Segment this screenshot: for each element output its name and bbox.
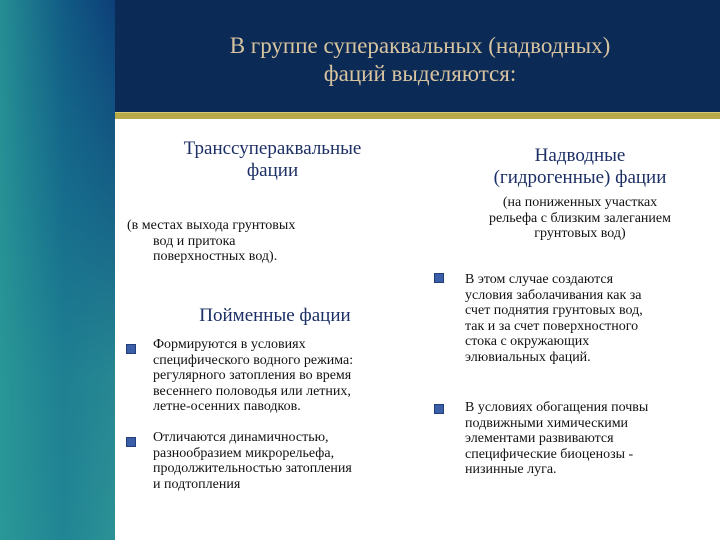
slide-title-line: В группе супераквальных (надводных) xyxy=(229,33,611,58)
left-bullet-2-line: продолжительностью затопления xyxy=(153,461,352,476)
right-bullet-2 xyxy=(465,400,715,478)
left-bullet-1-line: специфического водного режима: xyxy=(153,352,354,368)
left-bullet-2-line: Отличаются динамичностью, xyxy=(153,430,329,445)
right-bullet-2-line: специфические биоценозы - xyxy=(465,446,634,462)
right-note-line: рельефа с близким залеганием xyxy=(489,210,671,226)
slide-title xyxy=(130,32,710,88)
right-heading-line: Надводные xyxy=(534,145,626,166)
slide-title-line: фаций выделяются: xyxy=(323,61,517,86)
slide-content-area xyxy=(115,119,720,540)
decorative-side-gradient xyxy=(0,0,115,540)
left-bullet-2-line: разнообразием микрорельефа, xyxy=(153,445,335,461)
right-bullet-1-line: стока с окружающих xyxy=(465,334,590,349)
right-note-line: (на пониженных участках xyxy=(502,195,658,210)
right-heading xyxy=(450,145,710,189)
right-bullet-1 xyxy=(465,272,715,365)
right-bullet-1-line: счет поднятия грунтовых вод, xyxy=(465,303,643,318)
right-heading-line: (гидрогенные) фации xyxy=(493,167,667,188)
right-bullet-1-line: так и за счет поверхностного xyxy=(465,318,639,334)
right-bullet-2-line: подвижными химическими xyxy=(465,415,629,431)
left-heading xyxy=(135,138,410,182)
right-bullet-2-line: низинные луга. xyxy=(465,462,557,477)
square-bullet-icon xyxy=(126,344,136,354)
left-bullet-1-line: летне-осенних паводков. xyxy=(153,399,301,414)
left-note-line: поверхностных вод). xyxy=(153,249,278,264)
left-heading-line: Транссупераквальные xyxy=(183,138,362,159)
right-bullet-1-line: условия заболачивания как за xyxy=(465,287,642,303)
square-bullet-icon xyxy=(434,404,444,414)
left-bullet-2-line: и подтопления xyxy=(153,476,241,492)
left-bullet-1-line: регулярного затопления во время xyxy=(153,368,352,383)
right-bullet-1-line: В этом случае создаются xyxy=(465,272,614,287)
right-note-line: грунтовых вод) xyxy=(534,226,626,241)
left-heading-line: фации xyxy=(246,160,299,181)
left-bullet-1 xyxy=(153,337,423,415)
right-bullet-1-line: элювиальных фаций. xyxy=(465,349,591,365)
left-bullet-1-line: весеннего половодья или летних, xyxy=(153,383,351,399)
right-bullet-2-line: элементами развиваются xyxy=(465,431,614,446)
square-bullet-icon xyxy=(126,437,136,447)
left-note xyxy=(127,218,427,265)
left-note-line: вод и притока xyxy=(153,233,236,249)
left-note-line: (в местах выхода грунтовых xyxy=(127,218,296,233)
right-note xyxy=(450,195,710,242)
square-bullet-icon xyxy=(434,273,444,283)
left-bullet-2 xyxy=(153,430,423,492)
left-sub-heading: Пойменные фации xyxy=(199,305,351,326)
right-bullet-2-line: В условиях обогащения почвы xyxy=(465,400,649,415)
left-bullet-1-line: Формируются в условиях xyxy=(153,337,306,352)
